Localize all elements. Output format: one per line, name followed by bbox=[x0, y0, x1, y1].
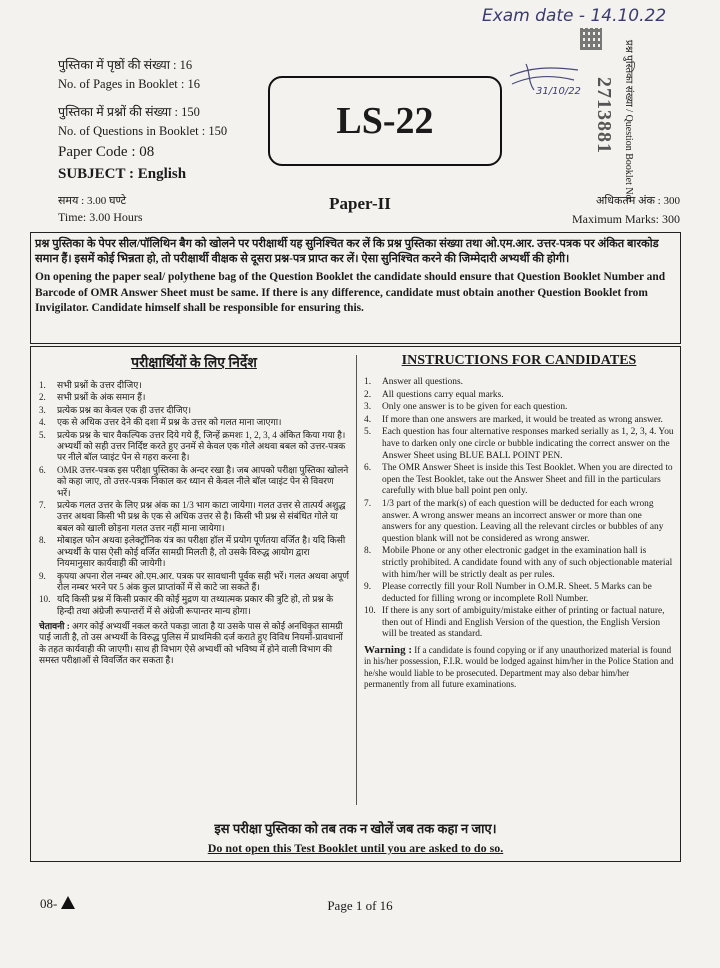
instruction-item bbox=[39, 417, 349, 428]
instruction-number: 7. bbox=[364, 498, 372, 509]
marks-hindi: अधिकतम अंक : 300 bbox=[596, 195, 680, 207]
instruction-number: 9. bbox=[364, 582, 372, 593]
instruction-item bbox=[39, 405, 349, 416]
instruction-item bbox=[364, 377, 674, 389]
footer-hindi: इस परीक्षा पुस्तिका को तब तक न खोलें जब तक कहा न जाए। bbox=[214, 821, 497, 836]
instruction-number: 3. bbox=[39, 404, 46, 415]
instruction-text: The OMR Answer Sheet is inside this Test Booklet. When you are directed to open the Test Booklet, take out the Answer Sheet and fill in the particulars carefully with blue ball point pen only. bbox=[382, 463, 673, 497]
instruction-text: प्रत्येक गलत उत्तर के लिए प्रश्न अंक का 1/3 भाग काटा जायेगा। गलत उत्तर से तात्पर्य अशुद्ध उत्तर अथवा किसी भी प्रश्न के एक से अधिक उत्तर से है। किसी भी प्रश्न से संबंधित गोले या बबल को खाली छोड़ना गलत उत्तर नहीं माना जायेगा। bbox=[57, 500, 346, 533]
instruction-number: 10. bbox=[39, 594, 51, 605]
paper-title: Paper-II bbox=[329, 194, 391, 213]
instruction-text: कृपया अपना रोल नम्बर ओ.एम.आर. पत्रक पर सावधानी पूर्वक सही भरें। गलत अथवा अपूर्ण रोल नम्बर भरने पर 5 अंक कुल प्राप्तांकों में से काटे जा सकते हैं। bbox=[57, 570, 349, 592]
instruction-number: 6. bbox=[39, 464, 46, 475]
instruction-text: Only one answer is to be given for each question. bbox=[382, 402, 568, 413]
instruction-number: 10. bbox=[364, 606, 376, 617]
instruction-text: OMR उत्तर-पत्रक इस परीक्षा पुस्तिका के अन्दर रखा है। जब आपको परीक्षा पुस्तिका खोलने को कहा जाए, तो उत्तर-पत्रक निकाल कर ध्यान से केवल नीले बॉल प्वाइंट पेन से विवरण भरें। bbox=[57, 464, 349, 498]
instruction-number: 2. bbox=[364, 389, 372, 400]
notice-box bbox=[30, 232, 681, 344]
qr-code-icon bbox=[580, 28, 602, 50]
warning-hindi-text: अगर कोई अभ्यर्थी नकल करते पकड़ा जाता है या उसके पास से कोई अनधिकृत सामग्री पाई जाती है, तो उस अभ्यर्थी के विरुद्ध पुलिस में प्राथमिकी दर्ज कराते हुए विविध नियमों-प्रावधानों के तहत कार्यवाही की जाएगी। साथ ही विभाग ऐसे अभ्यर्थी को भविष्य में होने वाली विभाग की समस्त परीक्षाओं से विवर्जित कर सकता है। bbox=[39, 621, 343, 666]
instruction-text: If there is any sort of ambiguity/mistake either of printing or factual nature, then out of Hindi and English Version of the question, the English Version will be treated as standard. bbox=[382, 606, 665, 640]
instruction-item bbox=[39, 465, 349, 499]
instruction-item bbox=[39, 430, 349, 464]
instruction-number: 5. bbox=[364, 427, 372, 438]
questions-english: No. of Questions in Booklet : 150 bbox=[58, 124, 228, 138]
instructions-english bbox=[364, 353, 674, 690]
subject: SUBJECT : English bbox=[58, 166, 187, 182]
instruction-number: 8. bbox=[364, 546, 372, 557]
instruction-text: सभी प्रश्नों के अंक समान हैं। bbox=[57, 392, 146, 403]
instruction-item bbox=[364, 582, 674, 605]
instruction-text: एक से अधिक उत्तर देने की दशा में प्रश्न के उत्तर को गलत माना जाएगा। bbox=[57, 417, 282, 428]
instruction-text: सभी प्रश्नों के उत्तर दीजिए। bbox=[57, 380, 142, 390]
instruction-item bbox=[364, 390, 674, 402]
instruction-number: 9. bbox=[39, 570, 46, 581]
column-divider bbox=[356, 355, 357, 805]
instruction-text: Answer all questions. bbox=[382, 377, 463, 387]
instruction-item bbox=[364, 546, 674, 581]
paper-code: Paper Code : 08 bbox=[58, 144, 155, 160]
warning-english bbox=[364, 645, 674, 690]
instruction-item bbox=[364, 427, 674, 462]
instruction-text: Please correctly fill your Roll Number in O.M.R. Sheet. 5 Marks can be deducted for filling wrong or incomplete Roll Number. bbox=[382, 582, 652, 604]
instruction-number: 6. bbox=[364, 463, 372, 474]
instruction-number: 7. bbox=[39, 500, 46, 511]
warning-english-label: Warning : bbox=[364, 644, 412, 657]
instructions-english-title: INSTRUCTIONS FOR CANDIDATES bbox=[401, 353, 637, 368]
instruction-item bbox=[364, 606, 674, 641]
instruction-item bbox=[364, 402, 674, 414]
instruction-text: मोबाइल फोन अथवा इलेक्ट्रॉनिक यंत्र का परीक्षा हॉल में प्रयोग पूर्णतया वर्जित है। यदि किसी अभ्यर्थी के पास ऐसी कोई वर्जित सामग्री मिलती है, तो उसके विरुद्ध आयोग द्वारा नियमानुसार कार्यवाही की जायेगी। bbox=[57, 535, 346, 569]
instruction-text: यदि किसी प्रश्न में किसी प्रकार की कोई मुद्रण या तथ्यात्मक प्रकार की त्रुटि हो, तो प्रश्न के हिन्दी तथा अंग्रेजी रूपान्तरों में से अंग्रेजी रूपान्तर मान्य होगा। bbox=[57, 594, 334, 616]
stamp-date: 31/10/22 bbox=[536, 86, 581, 97]
warning-hindi bbox=[39, 621, 349, 666]
questions-hindi: पुस्तिका में प्रश्नों की संख्या : 150 bbox=[58, 105, 200, 119]
instruction-number: 8. bbox=[39, 535, 46, 546]
footer-english: Do not open this Test Booklet until you are asked to do so. bbox=[207, 841, 504, 855]
instructions-hindi-list bbox=[39, 380, 349, 617]
instruction-number: 1. bbox=[39, 380, 46, 390]
handwritten-exam-date: Exam date - 14.10.22 bbox=[482, 6, 667, 26]
instruction-number: 1. bbox=[364, 377, 372, 387]
time-english: Time: 3.00 Hours bbox=[58, 210, 143, 224]
marks-english: Maximum Marks: 300 bbox=[572, 212, 680, 226]
instruction-text: Mobile Phone or any other electronic gadget in the examination hall is strictly prohibited. A candidate found with any of such objectionable material with him/her will be strictly dealt as per rules. bbox=[382, 546, 673, 580]
instruction-text: All questions carry equal marks. bbox=[382, 389, 504, 400]
instruction-text: Each question has four alternative responses marked serially as 1, 2, 3, 4. You have to darken only one circle or bubble indicating the correct answer on the Answer Sheet using BLUE BALL POINT PEN. bbox=[382, 427, 674, 461]
time-hindi: समय : 3.00 घण्टे bbox=[58, 195, 127, 207]
instruction-item bbox=[39, 392, 349, 403]
paper-series-code: LS-22 bbox=[268, 76, 502, 166]
instruction-number: 3. bbox=[364, 402, 372, 413]
instruction-text: प्रत्येक प्रश्न का केवल एक ही उत्तर दीजिए। bbox=[57, 404, 192, 415]
page-number: Page 1 of 16 bbox=[327, 898, 393, 913]
instruction-text: 1/3 part of the mark(s) of each question will be deducted for each wrong answer. A wrong answer means an incorrect answer or more than one answers for any question. Leaving all the relevant circles or bubbles of any question blank will not be considered as wrong answer. bbox=[382, 498, 664, 544]
notice-english: On opening the paper seal/ polythene bag of the Question Booklet the candidate should ensure that Question Booklet Number and Barcode of OMR Answer Sheet must be same. If there is any difference, candidate must obtain another Question Booklet from Invigilator. Candidate himself shall be responsible for ensuring this. bbox=[35, 271, 666, 314]
booklet-serial-number: 2713881 bbox=[592, 76, 615, 154]
instruction-item bbox=[39, 571, 349, 594]
instruction-item bbox=[39, 380, 349, 391]
warning-english-text: If a candidate is found copying or if any unauthorized material is found in his/her possession, F.I.R. would be lodged against him/her in the Police Station and he/she would liable to be prosecuted. Department may also debar him/her permanently from all future examinations. bbox=[364, 645, 674, 689]
instruction-item bbox=[39, 535, 349, 569]
instruction-item bbox=[364, 415, 674, 427]
pages-english: No. of Pages in Booklet : 16 bbox=[58, 77, 201, 91]
instruction-item bbox=[39, 500, 349, 534]
instruction-number: 5. bbox=[39, 429, 46, 440]
instructions-hindi-title: परीक्षार्थियों के लिए निर्देश bbox=[131, 356, 257, 371]
instruction-item bbox=[364, 463, 674, 498]
instruction-text: If more than one answers are marked, it would be treated as wrong answer. bbox=[382, 414, 663, 425]
instruction-item bbox=[39, 594, 349, 617]
instruction-text: प्रत्येक प्रश्न के चार वैकल्पिक उत्तर दिये गये हैं, जिन्हें क्रमशः 1, 2, 3, 4 अंकित किया गया है। अभ्यर्थी को सही उत्तर निर्दिष्ट करते हुए उनमें से केवल एक गोले अथवा बबल को उत्तर-पत्रक पर नीले बॉल प्वाइंट पेन से गहरा करना है। bbox=[57, 429, 346, 463]
instruction-number: 4. bbox=[364, 414, 372, 425]
instruction-number: 2. bbox=[39, 392, 46, 403]
booklet-number-label: प्रश्न पुस्तिका संख्या / Question Booklet No. bbox=[623, 39, 635, 203]
instructions-hindi bbox=[39, 353, 349, 666]
notice-hindi: प्रश्न पुस्तिका के पेपर सील/पॉलिथिन बैग को खोलने पर परीक्षार्थी यह सुनिश्चित कर लें कि प्रश्न पुस्तिका संख्या तथा ओ.एम.आर. उत्तर-पत्रक पर अंकित बारकोड समान हैं। इसमें कोई भिन्नता हो, तो परीक्षार्थी वीक्षक से दूसरा प्रश्न-पत्र प्राप्त कर लें। ऐसा सुनिश्चित करने की जिम्मेदारी अभ्यर्थी की होगी। bbox=[35, 238, 659, 265]
instruction-item bbox=[364, 499, 674, 545]
instruction-number: 4. bbox=[39, 417, 46, 428]
instructions-english-list bbox=[364, 377, 674, 641]
handwritten-stamp bbox=[508, 62, 580, 102]
pages-hindi: पुस्तिका में पृष्ठों की संख्या : 16 bbox=[58, 58, 193, 72]
page-code-text: 08- bbox=[40, 896, 58, 911]
warning-hindi-label: चेतावनी : bbox=[39, 621, 70, 632]
instructions-box bbox=[30, 346, 681, 862]
